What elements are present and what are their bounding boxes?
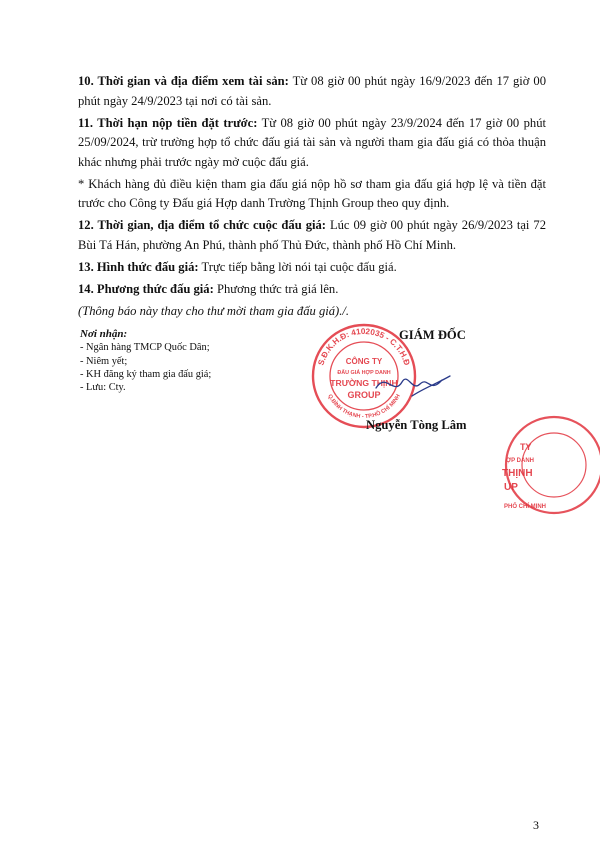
section-label: 14. Phương thức đấu giá: [78,281,214,296]
section-text: Trực tiếp bằng lời nói tại cuộc đấu giá. [198,259,397,274]
section-12 [78,216,546,255]
signature-icon [372,366,452,406]
eligibility-note [78,175,546,214]
section-14 [78,280,546,300]
section-label: 10. Thời gian và địa điểm xem tài sản: [78,74,289,88]
document-body [78,72,546,324]
section-label: 13. Hình thức đấu giá: [78,259,199,274]
svg-text:GROUP: GROUP [347,390,381,400]
signer-title: GIÁM ĐỐC [399,328,466,342]
section-10 [78,72,546,111]
signer-name: Nguyễn Tòng Lâm [366,418,467,432]
svg-text:ĐẤU GIÁ HỢP DANH: ĐẤU GIÁ HỢP DANH [337,370,391,376]
svg-text:ỢP DANH: ỢP DANH [506,458,535,464]
section-text: Lúc 09 giờ 00 phút ngày 26/9/2023 tại 72 Bùi Tá Hán, phường An Phú, thành phố Thủ Đức, thành phố Hồ Chí Minh. [78,218,546,252]
recipients-block [80,328,211,394]
section-label: 11. Thời hạn nộp tiền đặt trước: [78,115,258,130]
recipient-item: - Ngân hàng TMCP Quốc Dân; [80,342,210,354]
margin-stamp-icon [496,410,600,520]
section-text: Phương thức trả giá lên. [213,281,339,296]
section-11 [78,114,546,173]
svg-text:Q.BÌNH THẠNH - TP.HỒ CHÍ MINH: Q.BÌNH THẠNH - TP.HỒ CHÍ MINH [326,393,402,421]
recipient-item: - Niêm yết; [80,355,128,367]
section-label: 12. Thời gian, địa điểm tổ chức cuộc đấu giá: [78,218,326,233]
svg-text:THỊNH: THỊNH [502,468,533,479]
page-number: 3 [533,818,539,832]
recipient-item: - KH đăng ký tham gia đấu giá; [80,368,212,380]
section-text: * Khách hàng đủ điều kiện tham gia đấu giá nộp hồ sơ tham gia đấu giá hợp lệ và tiền đặt trước cho Công ty Đấu giá Hợp danh Trường Thịnh Group theo quy định. [78,176,546,211]
recipient-item: - Lưu: Cty. [80,382,126,394]
svg-text:TY: TY [520,442,532,452]
svg-text:S.Đ.K.H.Đ: 4102035 - C.T.H.Đ: S.Đ.K.H.Đ: 4102035 - C.T.H.Đ [316,326,412,367]
svg-text:PHỐ CHÍ MINH: PHỐ CHÍ MINH [504,504,546,510]
section-13 [78,258,546,278]
svg-text:TRƯỜNG THỊNH: TRƯỜNG THỊNH [330,378,398,388]
section-text: Từ 08 giờ 00 phút ngày 23/9/2024 đến 17 giờ 00 phút 25/09/2024, trừ trường hợp tổ chức đấu giá tài sản và người tham gia đấu giá có thỏa thuận khác nhưng phải trước ngày mở cuộc đấu giá. [78,115,546,169]
svg-text:UP: UP [504,482,518,493]
recipients-title: Nơi nhận: [80,328,128,340]
svg-text:CÔNG TY: CÔNG TY [345,357,383,366]
section-text: Từ 08 giờ 00 phút ngày 16/9/2023 đến 17 giờ 00 phút ngày 24/9/2023 tại nơi có tài sản. [78,74,547,108]
invitation-note: (Thông báo này thay cho thư mời tham gia đấu giá)./. [78,303,350,318]
